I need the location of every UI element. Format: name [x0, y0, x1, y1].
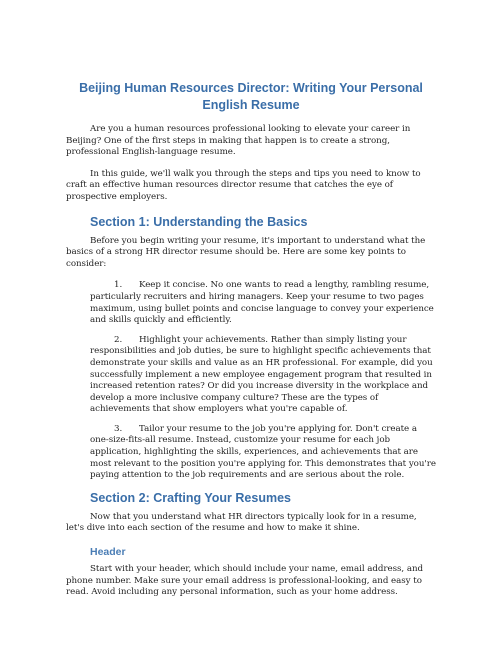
list-item: [66, 335, 436, 416]
list-item-number: 3.: [114, 423, 123, 434]
list-item-text: Keep it concise. No one wants to read a lengthy, rambling resume, particularly recruiters and hiring managers. Keep your resume to two pages maximum, using bullet points and concise language to convey your experience and skills quickly and efficiently.: [90, 280, 434, 326]
header-subheading: Header: [90, 546, 126, 559]
list-item-text: Highlight your achievements. Rather than simply listing your responsibilities and job duties, be sure to highlight specific achievements that demonstrate your skills and value as an HR professional. For example, did you successfully implement a new employee engagement program that resulted in increased retention rates? Or did you increase diversity in the workplace and develop a more inclusive company culture? These are the types of achievements that show employers what you're capable of.: [90, 334, 433, 415]
intro-paragraph-1: Are you a human resources professional looking to elevate your career in Beijing? One of the first steps in making that happen is to create a strong, professional English-language resume.: [66, 124, 411, 158]
document-title: Beijing Human Resources Director: Writing Your Personal English Resume: [79, 81, 423, 112]
list-item-number: 1.: [114, 280, 123, 291]
section-1-paragraph: Before you begin writing your resume, it's important to understand what the basics of a strong HR director resume should be. Here are some key points to consider:: [66, 235, 426, 269]
section-1-heading: Section 1: Understanding the Basics: [90, 214, 308, 229]
section-2-heading: Section 2: Crafting Your Resumes: [90, 490, 291, 505]
list-item: [66, 280, 436, 326]
header-paragraph: Start with your header, which should include your name, email address, and phone number. Make sure your email address is professional-looking, and easy to read. Avoid including any personal information, such as your home address.: [66, 564, 424, 598]
intro-paragraph-2: In this guide, we'll walk you through the steps and tips you need to know to craft an effective human resources director resume that catches the eye of prospective employers.: [66, 168, 421, 202]
section-2-paragraph: Now that you understand what HR directors typically look for in a resume, let's dive into each section of the resume and how to make it shine.: [66, 511, 417, 534]
list-item-text: Tailor your resume to the job you're applying for. Don't create a one-size-fits-all resume. Instead, customize your resume for each job application, highlighting the skills, experiences, and achievements that are most relevant to the position you're applying for. This demonstrates that you're paying attention to the job requirements and are serious about the role.: [90, 423, 436, 481]
list-item: [66, 424, 436, 482]
list-item-number: 2.: [114, 334, 123, 345]
